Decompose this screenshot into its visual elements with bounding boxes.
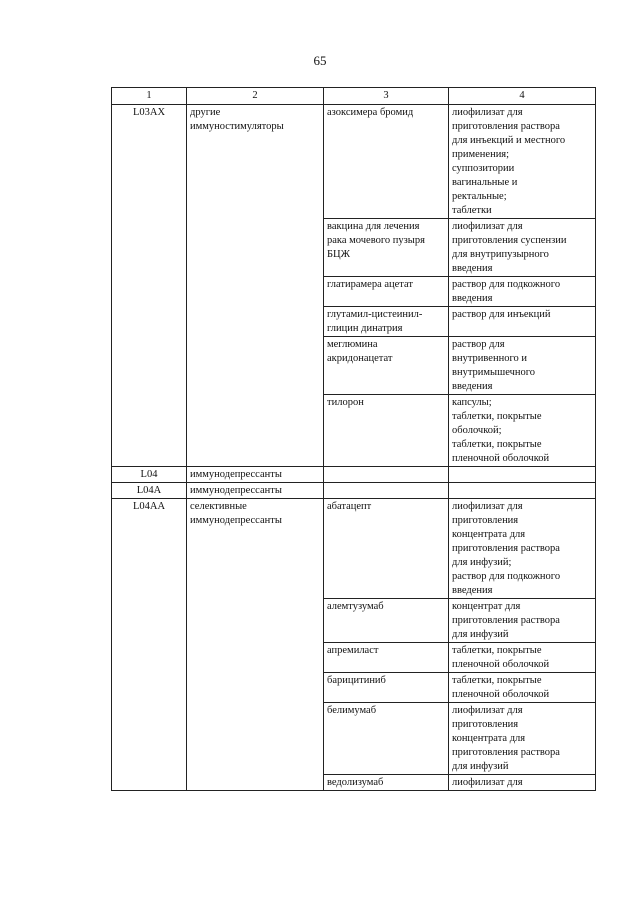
drug-table [111, 87, 596, 791]
header-col-3: 3 [324, 88, 449, 105]
atc-code: L03AX [112, 105, 187, 467]
table-row [112, 483, 596, 499]
table-header-row [112, 88, 596, 105]
atc-code: L04AA [112, 499, 187, 791]
dosage-form: лиофилизат для приготовления концентрата для приготовления раствора для инфузий [449, 703, 596, 775]
drug-name: тилорон [324, 395, 449, 467]
dosage-form: таблетки, покрытые пленочной оболочкой [449, 643, 596, 673]
drug-name: ведолизумаб [324, 775, 449, 791]
atc-group: иммунодепрессанты [187, 467, 324, 483]
header-col-4: 4 [449, 88, 596, 105]
atc-group: иммунодепрессанты [187, 483, 324, 499]
drug-name: белимумаб [324, 703, 449, 775]
dosage-form-empty [449, 467, 596, 483]
dosage-form: капсулы; таблетки, покрытые оболочкой; таблетки, покрытые пленочной оболочкой [449, 395, 596, 467]
dosage-form-empty [449, 483, 596, 499]
dosage-form: лиофилизат для [449, 775, 596, 791]
drug-name: глатирамера ацетат [324, 277, 449, 307]
dosage-form: таблетки, покрытые пленочной оболочкой [449, 673, 596, 703]
header-col-2: 2 [187, 88, 324, 105]
dosage-form: раствор для внутривенного и внутримышечного введения [449, 337, 596, 395]
drug-name: азоксимера бромид [324, 105, 449, 219]
page-number: 65 [313, 53, 327, 68]
header-col-1: 1 [112, 88, 187, 105]
atc-group: другие иммуностимуляторы [187, 105, 324, 467]
drug-name: апремиласт [324, 643, 449, 673]
drug-name-empty [324, 483, 449, 499]
dosage-form: лиофилизат для приготовления концентрата для приготовления раствора для инфузий; раствор для подкожного введения [449, 499, 596, 599]
table-row [112, 499, 596, 599]
drug-name: алемтузумаб [324, 599, 449, 643]
drug-name: глутамил-цистеинил- глицин динатрия [324, 307, 449, 337]
drug-name-empty [324, 467, 449, 483]
dosage-form: раствор для подкожного введения [449, 277, 596, 307]
drug-name: барицитиниб [324, 673, 449, 703]
drug-name: вакцина для лечения рака мочевого пузыря БЦЖ [324, 219, 449, 277]
atc-group: селективные иммунодепрессанты [187, 499, 324, 791]
table-row [112, 105, 596, 219]
dosage-form: лиофилизат для приготовления раствора для инъекций и местного применения; суппозитории вагинальные и ректальные; таблетки [449, 105, 596, 219]
drug-name: абатацепт [324, 499, 449, 599]
table-row [112, 467, 596, 483]
atc-code: L04A [112, 483, 187, 499]
drug-name: меглюмина акридонацетат [324, 337, 449, 395]
atc-code: L04 [112, 467, 187, 483]
dosage-form: лиофилизат для приготовления суспензии для внутрипузырного введения [449, 219, 596, 277]
dosage-form: раствор для инъекций [449, 307, 596, 337]
dosage-form: концентрат для приготовления раствора для инфузий [449, 599, 596, 643]
